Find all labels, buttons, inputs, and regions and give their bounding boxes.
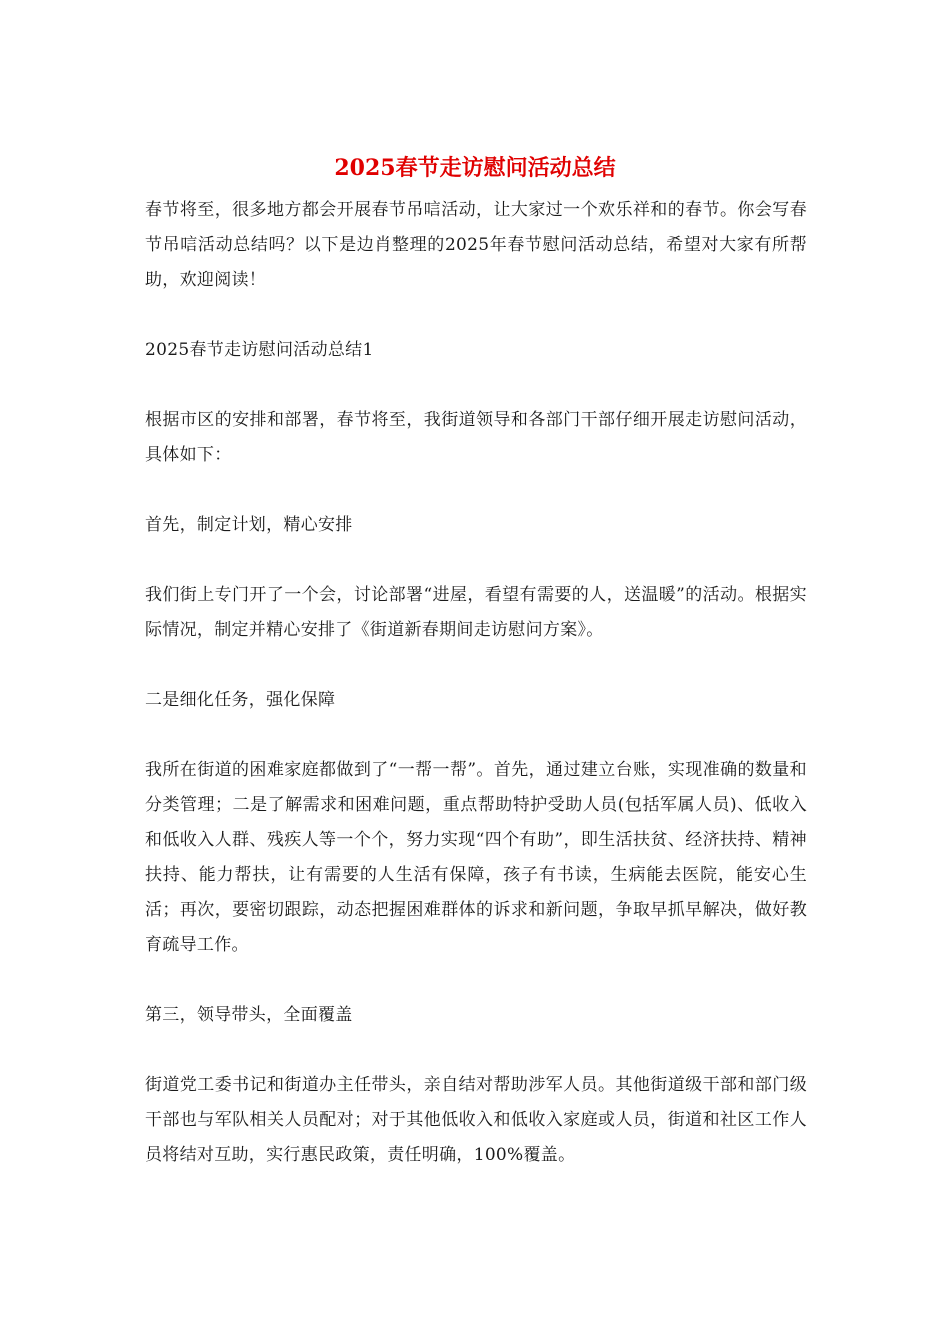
body-paragraph: 我们街上专门开了一个会，讨论部署“进屋，看望有需要的人，送温暖”的活动。根据实际情况，制定并精心安排了《街道新春期间走访慰问方案》。 xyxy=(145,585,807,640)
subheading-first: 首先，制定计划，精心安排 xyxy=(145,515,353,535)
body-paragraph: 根据市区的安排和部署，春节将至，我街道领导和各部门干部仔细开展走访慰问活动，具体如下： xyxy=(145,410,807,465)
body-paragraph: 街道党工委书记和街道办主任带头，亲自结对帮助涉军人员。其他街道级干部和部门级干部也与军队相关人员配对；对于其他低收入和低收入家庭或人员，街道和社区工作人员将结对互助，实行惠民政策，责任明确，100%覆盖。 xyxy=(145,1075,807,1165)
document-body xyxy=(145,193,807,1173)
body-paragraph: 我所在街道的困难家庭都做到了“一帮一帮”。首先，通过建立台账，实现准确的数量和分类管理；二是了解需求和困难问题，重点帮助特护受助人员(包括军属人员)、低收入和低收入人群、残疾人等一个个，努力实现“四个有助”，即生活扶贫、经济扶持、精神扶持、能力帮扶，让有需要的人生活有保障，孩子有书读，生病能去医院，能安心生活；再次，要密切跟踪，动态把握困难群体的诉求和新问题，争取早抓早解决，做好教育疏导工作。 xyxy=(145,760,807,955)
subheading-second: 二是细化任务，强化保障 xyxy=(145,690,336,710)
subheading-third: 第三，领导带头，全面覆盖 xyxy=(145,1005,353,1025)
section-heading-1: 2025春节走访慰问活动总结1 xyxy=(145,340,374,360)
document-title: 2025春节走访慰问活动总结 xyxy=(334,155,616,181)
intro-paragraph: 春节将至，很多地方都会开展春节吊唁活动，让大家过一个欢乐祥和的春节。你会写春节吊唁活动总结吗？以下是边肖整理的2025年春节慰问活动总结，希望对大家有所帮助，欢迎阅读！ xyxy=(145,200,807,290)
